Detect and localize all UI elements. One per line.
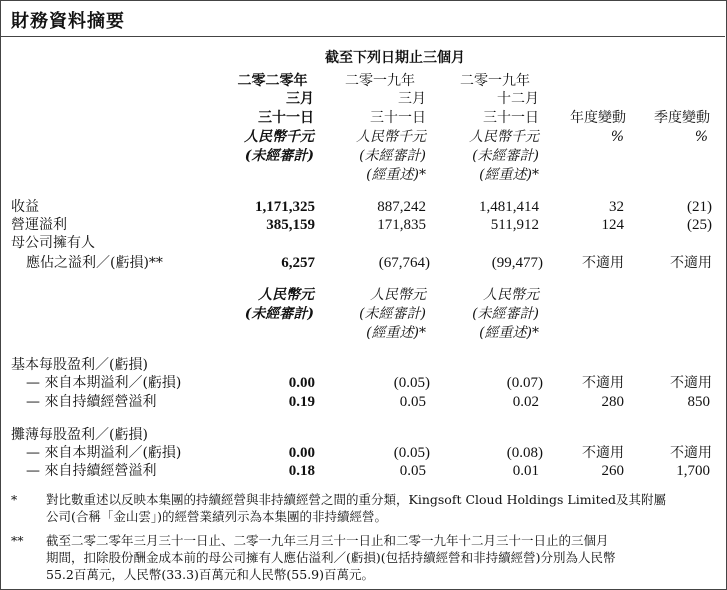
eps-diluted-period-col2: (0.05)	[393, 445, 430, 461]
col1-day: 三十一日	[258, 110, 314, 126]
col3-month: 十二月	[497, 91, 539, 107]
revenue-yoy: 32	[609, 199, 624, 215]
note2-marker: **	[11, 533, 24, 548]
row-label-attributable-profit: 應佔之溢利／(虧損)**	[26, 255, 163, 271]
col2-month: 三月	[398, 91, 426, 107]
page-title: 財務資料摘要	[11, 11, 125, 32]
attributable-profit-col1: 6,257	[281, 255, 315, 271]
note1-line1: 對比數重述以反映本集團的持續經營與非持續經營之間的重分類，Kingsoft Cloud Holdings Limited及其附屬	[46, 492, 667, 507]
eps-diluted-period-qoq: 不適用	[670, 445, 712, 461]
eps-diluted-label-period: — 來自本期溢利／(虧損)	[26, 445, 182, 461]
attributable-profit-qoq: 不適用	[670, 255, 712, 271]
revenue-col2: 887,242	[377, 199, 426, 215]
note1-marker: *	[11, 492, 18, 507]
eps-basic-continuing-col3: 0.02	[512, 394, 539, 410]
note1-line2: 公司(合稱「金山雲」)的經營業績列示為本集團的非持續經營。	[46, 509, 388, 524]
yoy-header: 年度變動	[570, 110, 626, 126]
col3-restated-2: (經重述)*	[479, 325, 539, 341]
col1-month: 三月	[286, 91, 314, 107]
col1-audit: (未經審計)	[244, 148, 314, 164]
revenue-col1: 1,171,325	[255, 199, 315, 215]
revenue-col3: 1,481,414	[479, 199, 539, 215]
eps-diluted-continuing-col2: 0.05	[399, 463, 426, 479]
eps-diluted-period-col1: 0.00	[288, 445, 315, 461]
col2-day: 三十一日	[370, 110, 426, 126]
col2-unit: 人民幣千元	[356, 129, 426, 145]
operating-profit-col1: 385,159	[266, 217, 315, 233]
eps-basic-continuing-col1: 0.19	[288, 394, 315, 410]
col3-day: 三十一日	[483, 110, 539, 126]
col2-year: 二零一九年	[345, 73, 415, 89]
eps-basic-continuing-col2: 0.05	[399, 394, 426, 410]
eps-diluted-continuing-col1: 0.18	[288, 463, 315, 479]
col2-restated-2: (經重述)*	[366, 325, 426, 341]
note2-line2: 期間，扣除股份酬金成本前的母公司擁有人應佔溢利／(虧損)(包括持續經營和非持續經營)分別為人民幣	[46, 550, 616, 565]
operating-profit-col3: 511,912	[490, 217, 539, 233]
eps-basic-label-period: — 來自本期溢利／(虧損)	[26, 375, 182, 391]
operating-profit-qoq: (25)	[687, 217, 712, 233]
eps-basic-period-col2: (0.05)	[393, 375, 430, 391]
eps-diluted-continuing-col3: 0.01	[512, 463, 539, 479]
eps-basic-continuing-yoy: 280	[601, 394, 624, 410]
col2-audit: (未經審計)	[359, 148, 426, 164]
eps-basic-heading: 基本每股盈利／(虧損)	[11, 357, 148, 373]
row-label-revenue: 收益	[11, 199, 39, 215]
note2-line1: 截至二零二零年三月三十一日止、二零一九年三月三十一日止和二零一九年十二月三十一日止的三個月	[46, 533, 609, 548]
col3-restated: (經重述)*	[479, 167, 539, 183]
eps-basic-label-continuing: — 來自持續經營溢利	[26, 394, 157, 410]
col2-restated: (經重述)*	[366, 167, 426, 183]
eps-diluted-continuing-qoq: 1,700	[676, 463, 710, 479]
attributable-profit-col2: (67,764)	[378, 255, 430, 271]
row-label-operating-profit: 營運溢利	[11, 217, 67, 233]
attributable-profit-yoy: 不適用	[582, 255, 624, 271]
col2-unit-rmb: 人民幣元	[370, 287, 426, 303]
col1-year: 二零二零年	[237, 73, 308, 89]
qoq-header: 季度變動	[654, 110, 710, 126]
eps-basic-period-qoq: 不適用	[670, 375, 712, 391]
revenue-qoq: (21)	[687, 199, 712, 215]
col3-year: 二零一九年	[460, 73, 530, 89]
eps-diluted-period-yoy: 不適用	[582, 445, 624, 461]
eps-diluted-heading: 攤薄每股盈利／(虧損)	[11, 427, 148, 443]
attributable-profit-col3: (99,477)	[491, 255, 543, 271]
col3-unit: 人民幣千元	[469, 129, 539, 145]
period-header: 截至下列日期止三個月	[325, 50, 465, 66]
eps-basic-period-col1: 0.00	[288, 375, 315, 391]
col1-audit-2: (未經審計)	[244, 306, 314, 322]
operating-profit-yoy: 124	[601, 217, 624, 233]
eps-diluted-period-col3: (0.08)	[506, 445, 543, 461]
col3-audit: (未經審計)	[472, 148, 539, 164]
eps-diluted-continuing-yoy: 260	[601, 463, 624, 479]
eps-basic-period-yoy: 不適用	[582, 375, 624, 391]
qoq-unit: %	[694, 129, 708, 145]
yoy-unit: %	[610, 129, 624, 145]
title-bar	[0, 0, 725, 37]
eps-diluted-label-continuing: — 來自持續經營溢利	[26, 463, 157, 479]
operating-profit-col2: 171,835	[377, 217, 426, 233]
note2-line3: 55.2百萬元，人民幣(33.3)百萬元和人民幣(55.9)百萬元。	[46, 567, 375, 582]
col1-unit: 人民幣千元	[244, 129, 314, 145]
eps-basic-period-col3: (0.07)	[506, 375, 543, 391]
col1-unit-rmb: 人民幣元	[258, 287, 314, 303]
eps-basic-continuing-qoq: 850	[687, 394, 710, 410]
row-label-owners: 母公司擁有人	[11, 235, 95, 251]
col2-audit-2: (未經審計)	[359, 306, 426, 322]
col3-audit-2: (未經審計)	[472, 306, 539, 322]
col3-unit-rmb: 人民幣元	[483, 287, 539, 303]
